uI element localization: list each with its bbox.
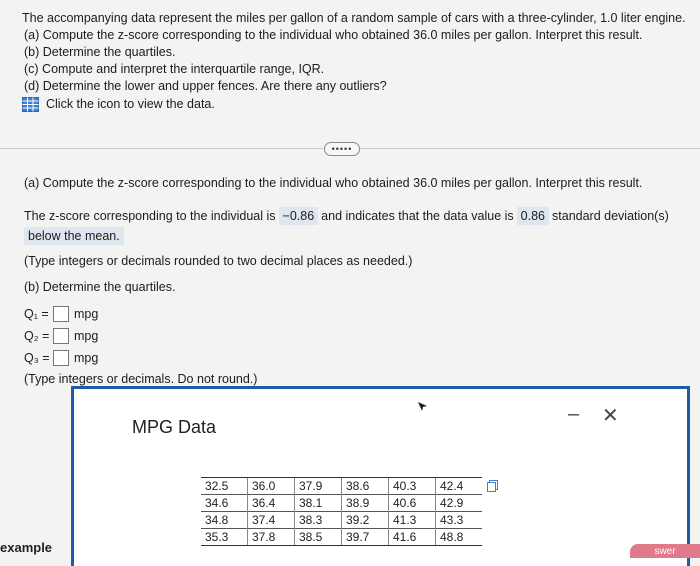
q1-row — [24, 305, 98, 323]
q3-row — [24, 349, 98, 367]
table-cell: 37.8 — [248, 529, 295, 546]
zscore-text-3: standard deviation(s) — [552, 209, 669, 223]
zscore-answer[interactable]: −0.86 — [279, 207, 319, 225]
table-cell: 42.4 — [436, 478, 483, 495]
table-cell: 41.6 — [389, 529, 436, 546]
minimize-button[interactable]: – — [568, 403, 580, 425]
q3-label: Q₃ = — [24, 351, 50, 365]
table-cell: 38.1 — [295, 495, 342, 512]
table-cell: 37.9 — [295, 478, 342, 495]
table-row — [201, 512, 482, 529]
table-cell: 38.9 — [342, 495, 389, 512]
view-data-link[interactable] — [22, 96, 698, 113]
question-part-d: (d) Determine the lower and upper fences. Are there any outliers? — [24, 79, 387, 93]
cursor-icon — [417, 401, 429, 413]
table-cell: 38.3 — [295, 512, 342, 529]
q3-unit: mpg — [74, 351, 99, 365]
copy-icon[interactable] — [487, 480, 498, 492]
question-intro: The accompanying data represent the miles per gallon of a random sample of cars with a three-cylinder, 1.0 liter engine. — [22, 11, 686, 25]
expand-button[interactable]: ••••• — [324, 142, 360, 156]
direction-answer[interactable]: below the mean. — [24, 227, 124, 245]
table-cell: 36.0 — [248, 478, 295, 495]
question-prompt — [22, 10, 698, 113]
table-cell: 38.5 — [295, 529, 342, 546]
table-row — [201, 478, 482, 495]
popup-title: MPG Data — [132, 417, 217, 437]
answer-button[interactable]: swer — [630, 544, 700, 558]
q2-row — [24, 327, 98, 345]
zscore-text-1: The z-score corresponding to the individual is — [24, 209, 276, 223]
part-a-note: (Type integers or decimals rounded to two decimal places as needed.) — [24, 254, 413, 268]
table-cell: 38.6 — [342, 478, 389, 495]
q2-label: Q₂ = — [24, 329, 50, 343]
question-part-b: (b) Determine the quartiles. — [24, 45, 176, 59]
question-part-c: (c) Compute and interpret the interquartile range, IQR. — [24, 62, 325, 76]
table-cell: 42.9 — [436, 495, 483, 512]
mpg-data-popup[interactable] — [71, 386, 690, 566]
table-cell: 43.3 — [436, 512, 483, 529]
q1-unit: mpg — [74, 307, 99, 321]
part-b-heading: (b) Determine the quartiles. — [24, 280, 176, 294]
zscore-sentence — [24, 207, 669, 225]
table-cell: 36.4 — [248, 495, 295, 512]
table-cell: 39.7 — [342, 529, 389, 546]
table-cell: 34.6 — [201, 495, 248, 512]
q2-input[interactable] — [53, 328, 69, 344]
q1-input[interactable] — [53, 306, 69, 322]
table-row — [201, 495, 482, 512]
table-cell: 48.8 — [436, 529, 483, 546]
table-cell: 39.2 — [342, 512, 389, 529]
direction-line — [24, 229, 127, 243]
mpg-data-table — [201, 477, 482, 546]
table-cell: 37.4 — [248, 512, 295, 529]
table-cell: 35.3 — [201, 529, 248, 546]
q3-input[interactable] — [53, 350, 69, 366]
part-a-heading: (a) Compute the z-score corresponding to the individual who obtained 36.0 miles per gallon. Interpret this result. — [24, 176, 643, 190]
question-part-a: (a) Compute the z-score corresponding to the individual who obtained 36.0 miles per gallon. Interpret this result. — [24, 28, 643, 42]
sd-answer[interactable]: 0.86 — [517, 207, 549, 225]
q1-label: Q₁ = — [24, 307, 49, 321]
table-cell: 34.8 — [201, 512, 248, 529]
table-cell: 41.3 — [389, 512, 436, 529]
table-row — [201, 529, 482, 546]
grid-icon[interactable] — [22, 97, 39, 112]
table-cell: 40.6 — [389, 495, 436, 512]
zscore-text-2: and indicates that the data value is — [321, 209, 514, 223]
table-cell: 40.3 — [389, 478, 436, 495]
part-b-note: (Type integers or decimals. Do not round.) — [24, 372, 258, 386]
view-data-text[interactable]: Click the icon to view the data. — [46, 97, 215, 111]
q2-unit: mpg — [74, 329, 99, 343]
example-label[interactable]: example — [0, 540, 53, 555]
close-icon[interactable]: ✕ — [602, 405, 619, 427]
table-cell: 32.5 — [201, 478, 248, 495]
